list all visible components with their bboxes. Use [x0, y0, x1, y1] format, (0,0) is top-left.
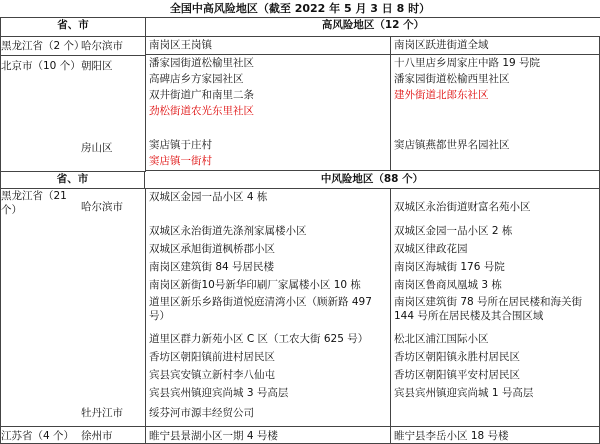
- page-title: 全国中高风险地区（截至 2022 年 5 月 3 日 8 时）: [169, 2, 431, 15]
- high-area-item-red: 劲松街道农光东里社区: [149, 105, 254, 117]
- medium-area-item: 双城区律政花园: [394, 243, 468, 255]
- medium-area-item: 南岗区海城街 176 号院: [394, 261, 505, 273]
- medium-area-item: 松北区浦江国际小区: [394, 333, 489, 345]
- high-province-heilongjiang: 黑龙江省（2 个）: [1, 40, 85, 52]
- high-area-item: 南岗区跃进街道全域: [394, 39, 489, 51]
- medium-area-item: 宾县宾州镇迎宾尚城 1 号高层: [394, 387, 534, 399]
- high-city-harbin: 哈尔滨市: [81, 40, 123, 52]
- medium-area-item: 香坊区朝阳镇前进村居民区: [149, 351, 275, 363]
- medium-city-harbin: 哈尔滨市: [81, 201, 123, 213]
- medium-area-item: 双城区承旭街道枫桥郡小区: [149, 243, 275, 255]
- high-province-beijing: 北京市（10 个）: [1, 60, 81, 72]
- high-risk-table: [0, 17, 600, 37]
- high-area-item: 窦店镇于庄村: [149, 139, 212, 151]
- medium-area-item: 道里区新乐乡路街道悦庭清湾小区（顾新路 497 号）: [149, 296, 372, 322]
- medium-area-item: 睢宁县李岳小区 18 号楼: [394, 430, 509, 442]
- medium-risk-header: [0, 171, 600, 189]
- high-area-item: 双井街道广和南里二条: [149, 89, 254, 101]
- high-area-item: 潘家园街道松榆西里社区: [394, 73, 510, 85]
- medium-area-item: 睢宁县景湖小区一期 4 号楼: [149, 430, 278, 442]
- high-area-item-red: 建外街道北郎东社区: [394, 89, 489, 101]
- medium-header-province: 省、市: [0, 171, 145, 188]
- medium-province-jiangsu: 江苏省（4 个）: [1, 430, 75, 442]
- high-area-item-red: 窦店镇一街村: [149, 155, 212, 167]
- medium-area-item: 双城区金园一品小区 2 栋: [394, 225, 513, 237]
- medium-area-item: 宾县宾安镇立新村李八仙屯: [149, 369, 275, 381]
- medium-city-mudanjiang: 牡丹江市: [81, 407, 123, 419]
- medium-area-item: 道里区群力新苑小区 C 区（工农大街 625 号）: [149, 333, 369, 345]
- medium-area-item: 宾县宾州镇迎宾尚城 3 号高层: [149, 387, 289, 399]
- medium-area-item: 南岗区建筑街 78 号所在居民楼和海关街 144 号所在居民楼及其合围区域: [394, 296, 583, 322]
- high-area-item: 窦店镇燕都世界名园社区: [394, 139, 510, 151]
- medium-province-heilongjiang: 黑龙江省（21 个）: [1, 190, 67, 216]
- high-city-chaoyang: 朝阳区: [81, 60, 113, 72]
- medium-area-item: 双城区永治街道先涤剂家属楼小区: [149, 225, 307, 237]
- medium-area-item: 香坊区朝阳镇永胜村居民区: [394, 351, 520, 363]
- medium-area-item: 南岗区建筑街 84 号居民楼: [149, 261, 275, 273]
- high-risk-body: [0, 37, 600, 171]
- high-area-item: 高碑店乡方家园社区: [149, 73, 244, 85]
- medium-header-areas: 中风险地区（88 个）: [145, 171, 600, 188]
- medium-area-item: 南岗区鲁商凤凰城 3 栋: [394, 279, 502, 291]
- medium-risk-body: [0, 189, 600, 444]
- high-city-fangshan: 房山区: [81, 142, 113, 154]
- medium-area-item: 双城区金园一品小区 4 栋: [149, 191, 268, 203]
- high-area-item: 十八里店乡周家庄中路 19 号院: [394, 57, 541, 69]
- medium-area-item: 双城区永治街道财富名苑小区: [394, 201, 531, 213]
- high-area-item: 潘家园街道松榆里社区: [149, 57, 254, 69]
- medium-area-item: 香坊区朝阳镇平安村居民区: [394, 369, 520, 381]
- high-header-province: 省、市: [1, 18, 146, 37]
- medium-area-item: 南岗区新街10号新华印刷厂家属楼小区 10 栋: [149, 279, 361, 291]
- high-area-item: 南岗区王岗镇: [149, 39, 212, 51]
- medium-area-item: 绥芬河市源丰经贸公司: [149, 407, 254, 419]
- high-header-areas: 高风险地区（12 个）: [146, 18, 600, 37]
- medium-city-xuzhou: 徐州市: [81, 430, 113, 442]
